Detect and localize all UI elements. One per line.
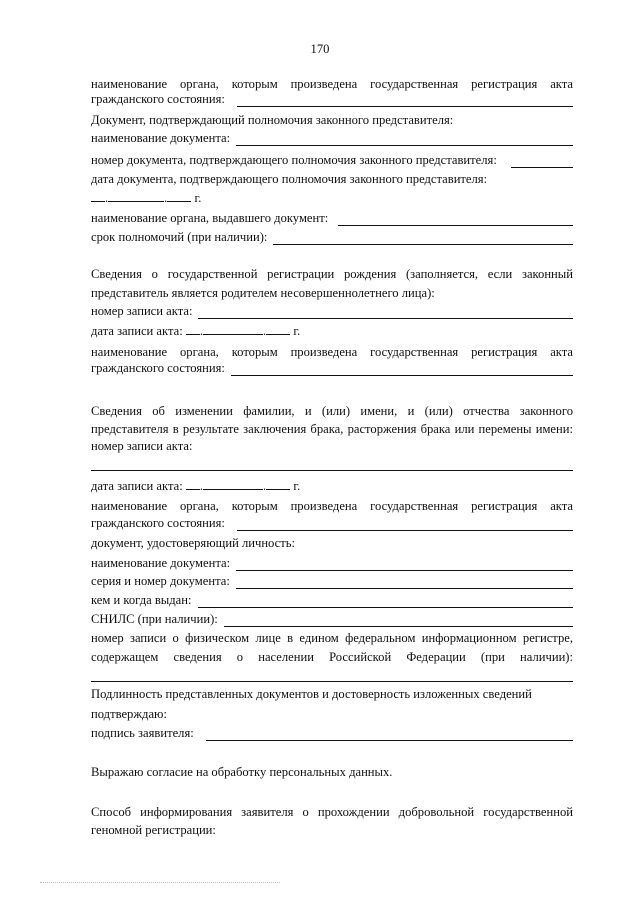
identity-doc-series-label: серия и номер документа: bbox=[91, 574, 230, 588]
birth-organ-label-line2: гражданского состояния: bbox=[91, 361, 225, 375]
notification-method-line2: геномной регистрации: bbox=[91, 823, 216, 837]
name-change-record-number-field[interactable] bbox=[91, 470, 573, 471]
doc-number-row bbox=[91, 152, 573, 168]
birth-record-date-year-field[interactable] bbox=[266, 323, 290, 335]
name-change-organ-field[interactable] bbox=[237, 519, 573, 531]
birth-record-date-month-field[interactable] bbox=[203, 323, 263, 335]
confirmation-line2: подтверждаю: bbox=[91, 707, 167, 721]
authority-term-row bbox=[91, 229, 573, 245]
doc-name-label: наименование документа: bbox=[91, 131, 231, 145]
registration-organ-label-line2: гражданского состояния: bbox=[91, 92, 225, 106]
name-change-date-year-field[interactable] bbox=[266, 478, 290, 490]
doc-name-field[interactable] bbox=[236, 134, 573, 146]
confirmation-line1: Подлинность представленных документов и достоверность изложенных сведений bbox=[91, 687, 532, 701]
federal-register-field[interactable] bbox=[91, 681, 573, 682]
doc-date-sep-1: . bbox=[105, 191, 109, 205]
birth-record-date-day-field[interactable] bbox=[186, 323, 200, 335]
birth-record-number-row bbox=[91, 303, 573, 319]
page-number: 170 bbox=[310, 42, 330, 56]
doc-date-label: дата документа, подтверждающего полномочия законного представителя: bbox=[91, 172, 488, 186]
issued-by-row bbox=[91, 592, 573, 608]
identity-doc-series-row bbox=[91, 573, 573, 589]
name-change-heading-line2: представителя в результате заключения брака, расторжения брака или перемены имени: bbox=[91, 422, 573, 436]
issuer-label: наименование органа, выдавшего документ: bbox=[91, 211, 329, 225]
issuer-row bbox=[91, 210, 573, 226]
issued-by-field[interactable] bbox=[198, 596, 573, 608]
identity-doc-name-label: наименование документа: bbox=[91, 556, 231, 570]
name-change-date-sep-2: . bbox=[263, 479, 267, 493]
doc-name-row bbox=[91, 130, 573, 146]
doc-date-row bbox=[91, 190, 573, 206]
doc-number-label: номер документа, подтверждающего полномочия законного представителя: bbox=[91, 153, 497, 167]
birth-record-date-sep-2: . bbox=[263, 324, 267, 338]
birth-registration-heading-line2: представитель является родителем несовершеннолетнего лица): bbox=[91, 286, 435, 300]
snils-field[interactable] bbox=[224, 615, 573, 627]
name-change-date-month-field[interactable] bbox=[203, 478, 263, 490]
authority-term-label: срок полномочий (при наличии): bbox=[91, 230, 268, 244]
notification-method-line1: Способ информирования заявителя о прохождении добровольной государственной bbox=[91, 805, 573, 819]
identity-doc-name-row bbox=[91, 555, 573, 571]
name-change-record-number-label: номер записи акта: bbox=[91, 439, 193, 453]
birth-organ-label-line1: наименование органа, которым произведена государственная регистрация акта bbox=[91, 345, 573, 359]
name-change-date-day-field[interactable] bbox=[186, 478, 200, 490]
name-change-organ-label-line1: наименование органа, которым произведена государственная регистрация акта bbox=[91, 499, 573, 513]
birth-record-date-year-suffix: г. bbox=[293, 324, 301, 338]
name-change-organ-label-line2: гражданского состояния: bbox=[91, 516, 225, 530]
doc-date-day-field[interactable] bbox=[91, 190, 105, 202]
identity-doc-series-field[interactable] bbox=[236, 577, 573, 589]
authority-term-field[interactable] bbox=[273, 233, 573, 245]
name-change-record-date-label: дата записи акта: bbox=[91, 479, 183, 493]
identity-doc-heading: документ, удостоверяющий личность: bbox=[91, 536, 296, 550]
birth-record-number-label: номер записи акта: bbox=[91, 304, 193, 318]
doc-number-field[interactable] bbox=[511, 156, 573, 168]
scan-edge-mark bbox=[40, 882, 280, 883]
birth-organ-field[interactable] bbox=[231, 364, 573, 376]
birth-registration-heading-line1: Сведения о государственной регистрации рождения (заполняется, если законный bbox=[91, 267, 573, 281]
registration-organ-label-line1: наименование органа, которым произведена государственная регистрация акта bbox=[91, 77, 573, 91]
signature-row bbox=[91, 725, 573, 741]
name-change-heading-line1: Сведения об изменении фамилии, и (или) имени, и (или) отчества законного bbox=[91, 404, 573, 418]
doc-date-year-suffix: г. bbox=[194, 191, 202, 205]
name-change-date-year-suffix: г. bbox=[293, 479, 301, 493]
birth-organ-row bbox=[91, 360, 573, 376]
birth-record-date-row bbox=[91, 323, 573, 339]
federal-register-label-line1: номер записи о физическом лице в едином федеральном информационном регистре, bbox=[91, 631, 573, 645]
doc-date-month-field[interactable] bbox=[108, 190, 164, 202]
snils-label: СНИЛС (при наличии): bbox=[91, 612, 218, 626]
doc-date-year-field[interactable] bbox=[167, 190, 191, 202]
birth-record-date-sep-1: . bbox=[199, 324, 204, 338]
name-change-date-sep-1: . bbox=[199, 479, 204, 493]
registration-organ-row bbox=[91, 91, 573, 107]
name-change-record-date-row bbox=[91, 478, 573, 494]
birth-record-number-field[interactable] bbox=[198, 307, 573, 319]
issuer-field[interactable] bbox=[338, 214, 573, 226]
doc-date-sep-2: . bbox=[164, 191, 168, 205]
personal-data-consent: Выражаю согласие на обработку персональных данных. bbox=[91, 765, 393, 779]
name-change-organ-row bbox=[91, 515, 573, 531]
birth-record-date-label: дата записи акта: bbox=[91, 324, 183, 338]
signature-field[interactable] bbox=[206, 729, 573, 741]
issued-by-label: кем и когда выдан: bbox=[91, 593, 192, 607]
signature-label: подпись заявителя: bbox=[91, 726, 194, 740]
representative-doc-heading: Документ, подтверждающий полномочия законного представителя: bbox=[91, 113, 454, 127]
snils-row bbox=[91, 611, 573, 627]
federal-register-label-line2: содержащем сведения о населении Российской Федерации (при наличии): bbox=[91, 650, 573, 664]
registration-organ-field[interactable] bbox=[237, 95, 573, 107]
identity-doc-name-field[interactable] bbox=[236, 559, 573, 571]
